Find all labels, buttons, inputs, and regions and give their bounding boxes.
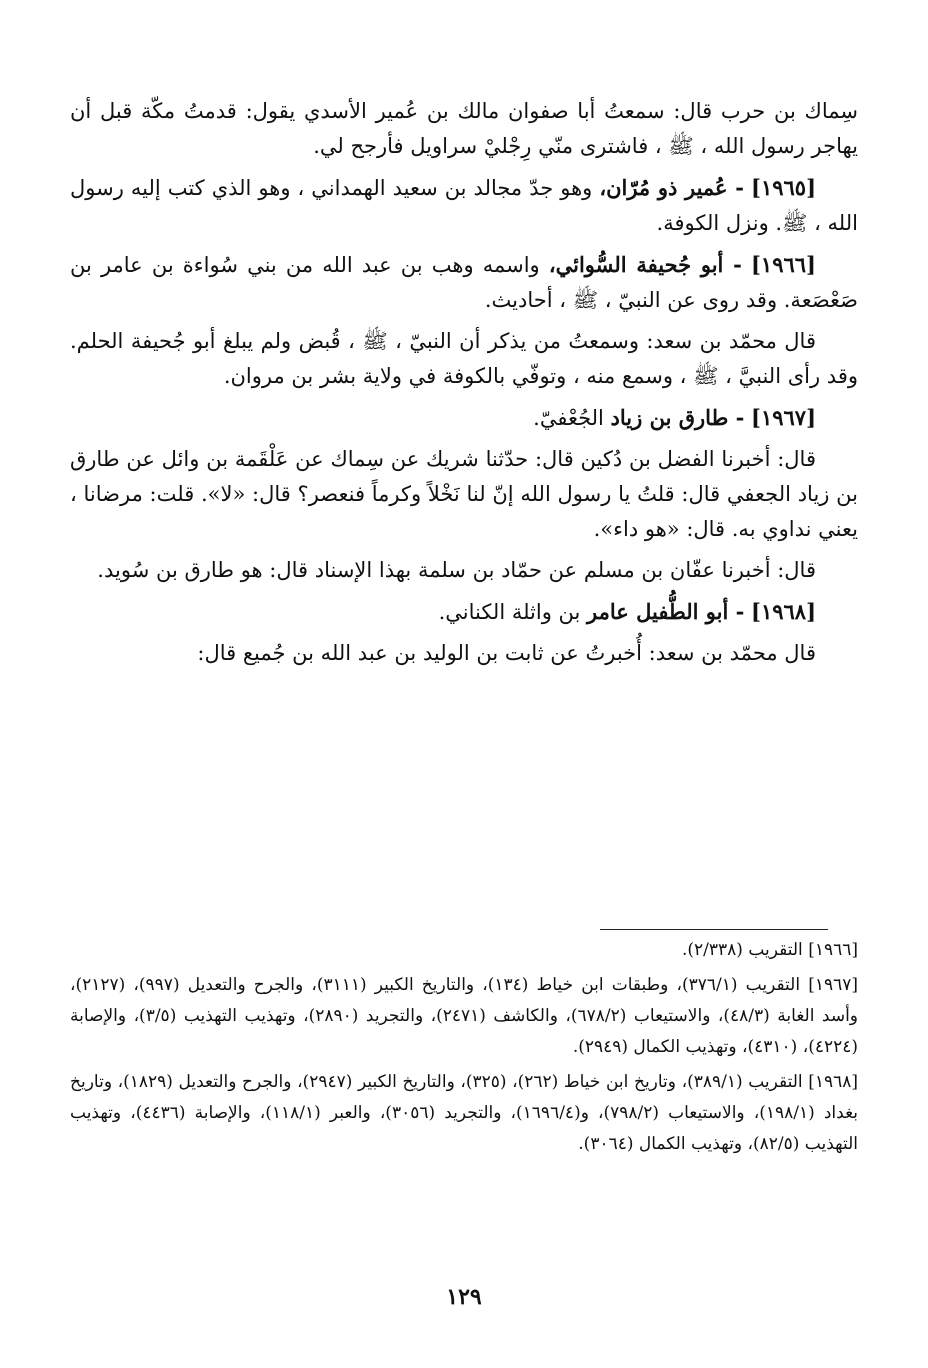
footnote-divider bbox=[600, 929, 828, 930]
main-text bbox=[70, 94, 858, 677]
paragraph-text: قال محمّد بن سعد: وسمعتُ من يذكر أن النبيّ ، ﷺ ، قُبض ولم يبلغ أبو جُحيفة الحلم. وقد رأى النبيَّ ، ﷺ ، وسمع منه ، وتوفّي بالكوفة في ولاية بشر بن مروان. bbox=[70, 329, 858, 388]
entry-paragraph bbox=[70, 247, 858, 318]
paragraph-text: بن واثلة الكناني. bbox=[438, 600, 588, 624]
footnote bbox=[70, 935, 858, 966]
footnote bbox=[70, 1067, 858, 1160]
paragraph bbox=[70, 553, 858, 588]
footnote-number: [١٩٦٨] bbox=[808, 1072, 859, 1092]
footnote-text: التقريب (٣٨٩/١)، وتاريخ ابن خياط (٢٦٢)، (٣٢٥)، والتاريخ الكبير (٢٩٤٧)، والجرح والتعديل (١٨٢٩)، وتاريخ بغداد (١٩٨/١)، والاستيعاب (٧٩٨/٢)، و(١٦٩٦/٤)، والتجريد (٣٠٥٦)، والعبر (١١٨/١)، والإصابة (٤٤٣٦)، وتهذيب التهذيب (٨٢/٥)، وتهذيب الكمال (٣٠٦٤). bbox=[70, 1072, 859, 1154]
entry-name: - أبو الطُّفيل عامر bbox=[587, 599, 745, 624]
paragraph bbox=[70, 636, 858, 671]
footnotes bbox=[70, 935, 858, 1164]
entry-name: - أبو جُحيفة السُّوائي، bbox=[548, 252, 742, 277]
paragraph-text: قال: أخبرنا الفضل بن دُكين قال: حدّثنا شريك عن سِماك عن عَلْقَمة بن وائل عن طارق بن زياد الجعفي قال: قلتُ يا رسول الله إنّ لنا نَخْلاً وكرماً فنعصر؟ قال: «لا». قلت: مرضانا ، يعني نداوي به. قال: «هو داء». bbox=[70, 447, 858, 541]
footnote-text: التقريب (٣٧٦/١)، وطبقات ابن خياط (١٣٤)، والتاريخ الكبير (٣١١١)، والجرح والتعديل (٩٩٧)، (٢١٢٧)، وأسد الغابة (٤٨/٣)، والاستيعاب (٦٧٨/٢)، والكاشف (٢٤٧١)، والتجريد (٢٨٩٠)، وتهذيب التهذيب (٣/٥)، والإصابة (٤٢٢٤)، (٤٣١٠)، وتهذيب الكمال (٢٩٤٩). bbox=[70, 975, 859, 1057]
footnote bbox=[70, 970, 858, 1063]
entry-paragraph bbox=[70, 594, 858, 630]
page-number: ١٢٩ bbox=[446, 1284, 482, 1310]
entry-paragraph bbox=[70, 400, 858, 436]
entry-name: - طارق بن زياد bbox=[610, 405, 745, 430]
footnote-number: [١٩٦٦] bbox=[808, 940, 858, 960]
entry-paragraph bbox=[70, 170, 858, 241]
entry-number: [١٩٦٦] bbox=[750, 252, 816, 277]
paragraph bbox=[70, 324, 858, 394]
paragraph-text: سِماك بن حرب قال: سمعتُ أبا صفوان مالك بن عُمير الأسدي يقول: قدمتُ مكّة قبل أن يهاجر رسول الله ، ﷺ ، فاشترى منّي رِجْليْ سراويل فأرجح لي. bbox=[70, 99, 858, 158]
paragraph-text: قال محمّد بن سعد: أُخبرتُ عن ثابت بن الوليد بن عبد الله بن جُميع قال: bbox=[197, 641, 816, 665]
entry-number: [١٩٦٥] bbox=[751, 175, 816, 200]
paragraph bbox=[70, 442, 858, 547]
footnote-text: التقريب (٢/٣٣٨). bbox=[681, 940, 809, 960]
entry-name: - عُمير ذو مُرّان، bbox=[599, 175, 744, 200]
paragraph-text: وهو جدّ مجالد بن سعيد الهمداني ، وهو الذي كتب إليه رسول الله ، ﷺ. ونزل الكوفة. bbox=[70, 176, 858, 235]
entry-number: [١٩٦٨] bbox=[751, 599, 816, 624]
paragraph-text: واسمه وهب بن عبد الله من بني سُواءة بن عامر بن صَعْصَعة. وقد روى عن النبيّ ، ﷺ ، أحاديث. bbox=[70, 253, 858, 312]
entry-number: [١٩٦٧] bbox=[751, 405, 816, 430]
paragraph-text: الجُعْفيّ. bbox=[533, 406, 611, 430]
footnote-number: [١٩٦٧] bbox=[808, 975, 859, 995]
paragraph bbox=[70, 94, 858, 164]
paragraph-text: قال: أخبرنا عفّان بن مسلم عن حمّاد بن سلمة بهذا الإسناد قال: هو طارق بن سُويد. bbox=[97, 558, 816, 582]
